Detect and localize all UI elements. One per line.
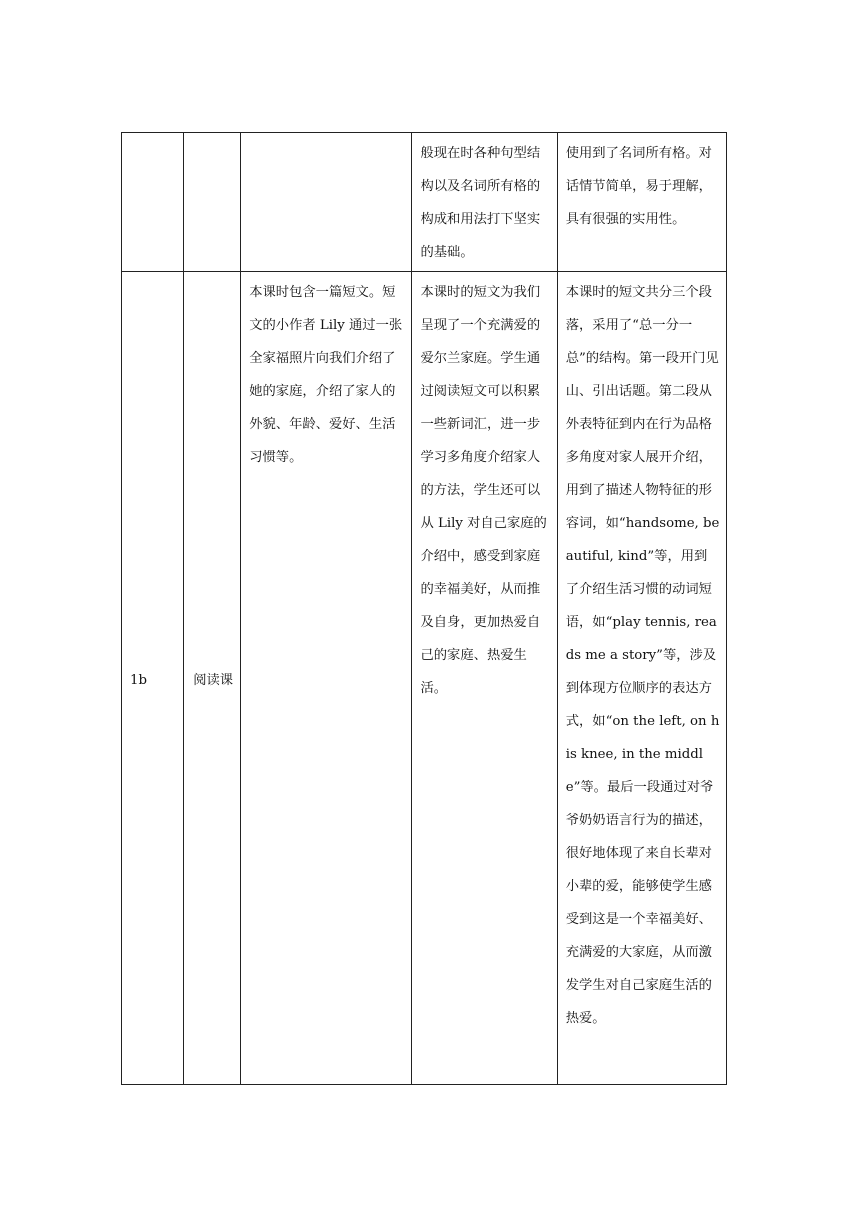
- lesson-analysis-table: [121, 132, 727, 1085]
- table-row: [122, 133, 727, 272]
- content-summary-cell: [241, 133, 412, 272]
- lesson-number-cell: [122, 133, 184, 272]
- lesson-type-cell: 阅读课: [184, 272, 241, 1085]
- goal-cell: 本课时的短文为我们呈现了一个充满爱的爱尔兰家庭。学生通过阅读短文可以积累一些新词汇，进一步学习多角度介绍家人的方法，学生还可以从 Lily 对自己家庭的介绍中，感受到家庭的幸福美好，从而推及自身，更加热爱自己的家庭、热爱生活。: [412, 272, 557, 1085]
- lesson-type-cell: [184, 133, 241, 272]
- analysis-cell: 使用到了名词所有格。对话情节简单，易于理解，具有很强的实用性。: [557, 133, 726, 272]
- lesson-number-cell: 1b: [122, 272, 184, 1085]
- table-row: [122, 272, 727, 1085]
- goal-cell: 般现在时各种句型结构以及名词所有格的构成和用法打下坚实的基础。: [412, 133, 557, 272]
- analysis-cell: 本课时的短文共分三个段落，采用了“总一分一总”的结构。第一段开门见山、引出话题。第二段从外表特征到内在行为品格多角度对家人展开介绍，用到了描述人物特征的形容词，如“handsome, beautiful, kind”等，用到了介绍生活习惯的动词短语，如“play tennis, reads me a story”等，涉及到体现方位顺序的表达方式，如“on the left, on his knee, in the middle”等。最后一段通过对爷爷奶奶语言行为的描述，很好地体现了来自长辈对小辈的爱，能够使学生感受到这是一个幸福美好、充满爱的大家庭，从而激发学生对自己家庭生活的热爱。: [557, 272, 726, 1085]
- content-summary-cell: 本课时包含一篇短文。短文的小作者 Lily 通过一张全家福照片向我们介绍了她的家庭，介绍了家人的外貌、年龄、爱好、生活习惯等。: [241, 272, 412, 1085]
